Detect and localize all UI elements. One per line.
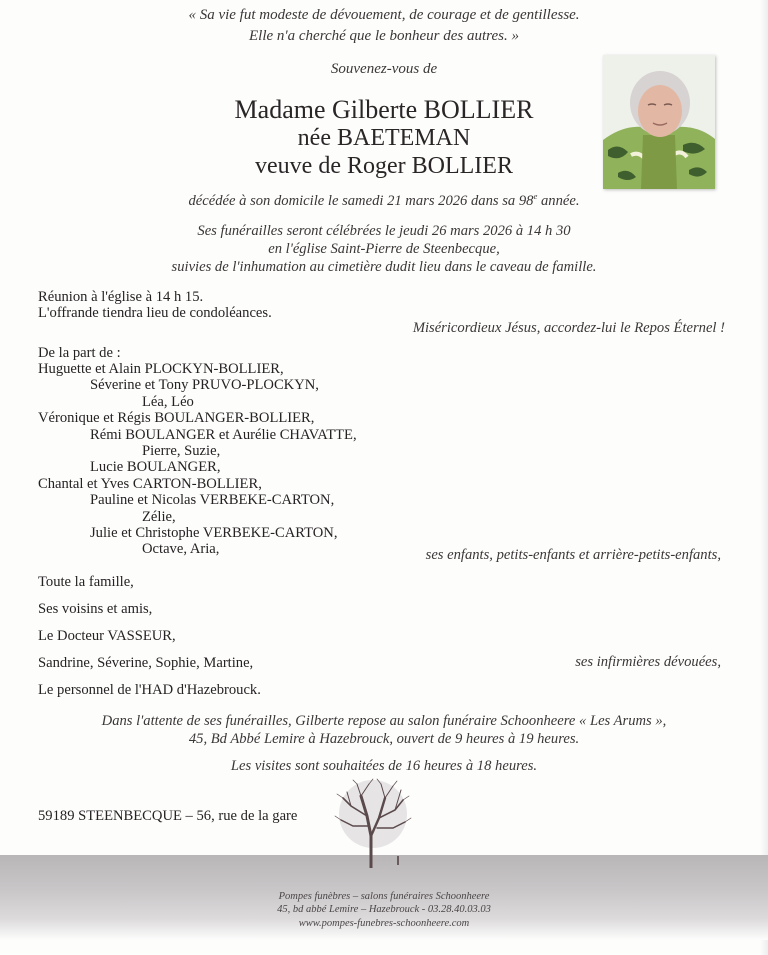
rest-line-1: Dans l'attente de ses funérailles, Gilberte repose au salon funéraire Schoonheere « Les Arums », [101,713,667,729]
tree-illustration [333,776,413,868]
death-text-end: année. [537,193,580,209]
portrait-photo [603,55,715,189]
family-address: 59189 STEENBECQUE – 56, rue de la gare [38,808,298,824]
family-member: Rémi BOULANGER et Aurélie CHAVATTE, [90,426,357,443]
mourner-line: Toute la famille, [38,574,134,590]
offering-info: L'offrande tiendra lieu de condoléances. [38,305,272,321]
from-label: De la part de : [38,345,121,361]
family-member: Octave, Aria, [142,541,220,558]
visits-info: Les visites sont souhaitées de 16 heures à 18 heures. [230,758,538,774]
family-member: Pauline et Nicolas VERBEKE-CARTON, [90,492,335,509]
mourner-line: Ses voisins et amis, [38,601,153,617]
widow-of: veuve de Roger BOLLIER [255,153,513,179]
quote-line-2: Elle n'a cherché que le bonheur des autres. » [249,28,519,44]
family-member: Lucie BOULANGER, [90,459,221,476]
portrait-image [603,55,715,189]
family-member: Pierre, Suzie, [142,443,221,459]
funeral-line-3: suivies de l'inhumation au cimetière dudit lieu dans le caveau de famille. [171,259,597,275]
mourner-line: Le Docteur VASSEUR, [38,628,176,644]
family-member: Zélie, [142,508,176,525]
family-member: Huguette et Alain PLOCKYN-BOLLIER, [38,361,284,377]
deceased-name: Madame Gilberte BOLLIER [234,95,534,124]
footer-line-1: Pompes funèbres – salons funéraires Schoonheere [278,891,490,902]
funeral-line-2: en l'église Saint-Pierre de Steenbecque, [268,241,500,257]
remember-heading: Souvenez-vous de [330,61,438,77]
death-text: décédée à son domicile le samedi 21 mars 2026 dans sa 98 [188,193,534,209]
footer-line-2: 45, bd abbé Lemire – Hazebrouck - 03.28.40.03.03 [277,904,491,915]
maiden-name: née BAETEMAN [297,125,471,151]
rest-line-2: 45, Bd Abbé Lemire à Hazebrouck, ouvert de 9 heures à 19 heures. [188,731,580,747]
quote-line-1: « Sa vie fut modeste de dévouement, de courage et de gentillesse. [188,7,580,23]
family-role: ses enfants, petits-enfants et arrière-petits-enfants, [425,547,721,563]
family-member: Véronique et Régis BOULANGER-BOLLIER, [38,410,315,427]
funeral-line-1: Ses funérailles seront célébrées le jeudi 26 mars 2026 à 14 h 30 [197,223,571,239]
ordinal-suffix: e [533,191,538,202]
family-member: Julie et Christophe VERBEKE-CARTON, [90,525,338,541]
mourner-line: Le personnel de l'HAD d'Hazebrouck. [38,682,261,698]
death-statement [0,193,768,210]
mourner-line: Sandrine, Séverine, Sophie, Martine, [38,655,254,671]
meeting-info: Réunion à l'église à 14 h 15. [38,289,204,305]
prayer: Miséricordieux Jésus, accordez-lui le Repos Éternel ! [412,320,725,336]
family-member: Léa, Léo [142,393,194,410]
family-member: Séverine et Tony PRUVO-PLOCKYN, [90,377,319,394]
footer-website[interactable]: www.pompes-funebres-schoonheere.com [298,918,470,929]
nurses-role: ses infirmières dévouées, [575,654,721,670]
family-member: Chantal et Yves CARTON-BOLLIER, [38,475,262,492]
walker-figure [397,856,399,865]
